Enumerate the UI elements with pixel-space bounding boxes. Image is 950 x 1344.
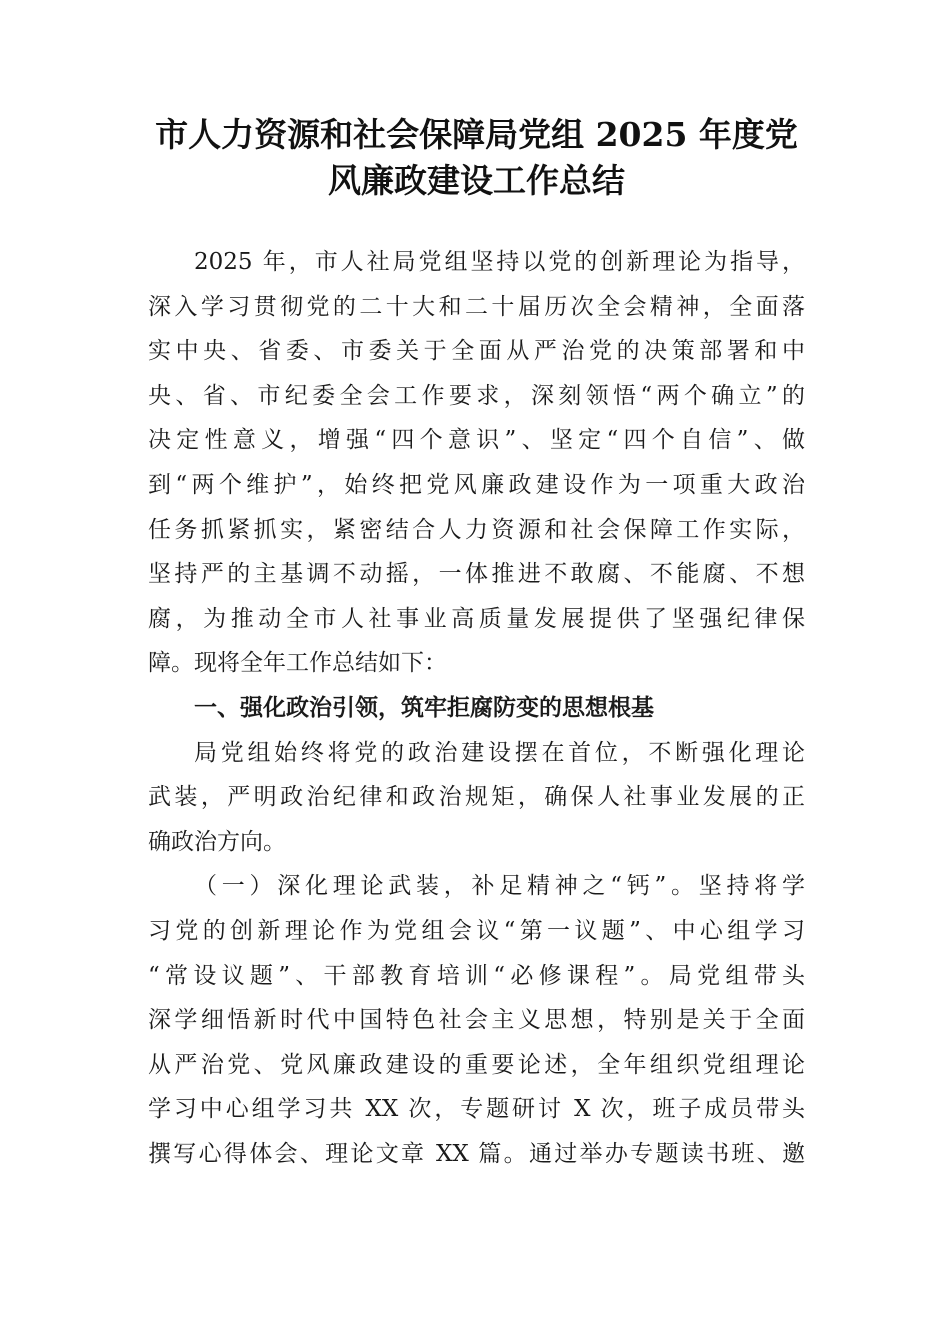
- text-line: 任务抓紧抓实，紧密结合人力资源和社会保障工作实际，: [148, 516, 805, 543]
- text-line: 从严治党、党风廉政建设的重要论述，全年组织党组理论: [148, 1051, 805, 1078]
- text-line: 深学细悟新时代中国特色社会主义思想，特别是关于全面: [148, 1007, 805, 1034]
- intro-paragraph: [148, 240, 805, 686]
- text-line: 2025 年，市人社局党组坚持以党的创新理论为指导，: [194, 249, 805, 275]
- text-line: 确政治方向。: [148, 828, 286, 855]
- text-line: 习党的创新理论作为党组会议“第一议题”、中心组学习: [148, 917, 805, 944]
- text-line: 坚持严的主基调不动摇，一体推进不敢腐、不能腐、不想: [148, 561, 805, 588]
- section-1: [148, 686, 805, 1177]
- text-line: 撰写心得体会、理论文章 XX 篇。通过举办专题读书班、邀: [148, 1140, 805, 1167]
- section-heading: 一、强化政治引领，筑牢拒腐防变的思想根基: [194, 694, 654, 721]
- document-page: [148, 112, 805, 1176]
- text-line: “常设议题”、干部教育培训“必修课程”。局党组带头: [148, 962, 805, 989]
- text-line: 到“两个维护”，始终把党风廉政建设作为一项重大政治: [148, 471, 805, 498]
- text-line: 实中央、省委、市委关于全面从严治党的决策部署和中: [148, 338, 805, 365]
- text-line: （一）深化理论武装，补足精神之“钙”。坚持将学: [194, 873, 805, 900]
- text-line: 决定性意义，增强“四个意识”、坚定“四个自信”、做: [148, 427, 805, 454]
- subsection-1: [148, 864, 805, 1176]
- text-line: 障。现将全年工作总结如下：: [148, 650, 447, 677]
- text-line: 央、省、市纪委全会工作要求，深刻领悟“两个确立”的: [148, 382, 805, 409]
- text-line: 学习中心组学习共 XX 次，专题研讨 X 次，班子成员带头: [148, 1096, 805, 1123]
- title-line-2: 风廉政建设工作总结: [328, 161, 625, 200]
- text-line: 武装，严明政治纪律和政治规矩，确保人社事业发展的正: [148, 784, 805, 811]
- document-body: [148, 240, 805, 1176]
- text-line: 深入学习贯彻党的二十大和二十届历次全会精神，全面落: [148, 293, 805, 320]
- title-line-1: 市人力资源和社会保障局党组 2025 年度党: [155, 115, 798, 154]
- text-line: 局党组始终将党的政治建设摆在首位，不断强化理论: [194, 739, 805, 766]
- text-line: 腐，为推动全市人社事业高质量发展提供了坚强纪律保: [148, 605, 805, 632]
- document-title: [148, 112, 805, 204]
